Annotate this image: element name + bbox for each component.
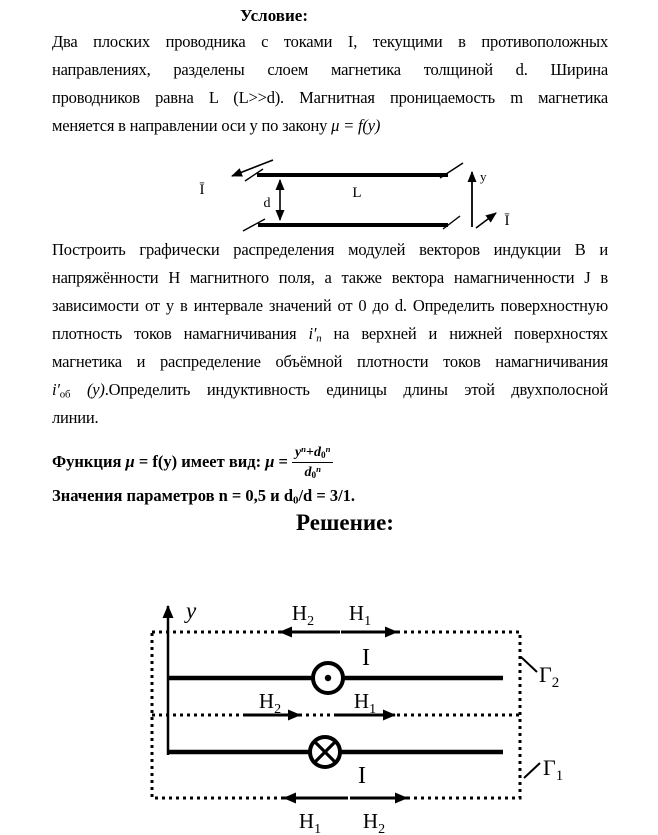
field-label-top-left: $H_2$ — [291, 601, 315, 629]
text-segment: на верхней и нижней поверхностях — [321, 324, 608, 343]
formula-lead-text — [52, 452, 288, 472]
text-segment: i′ — [308, 324, 317, 343]
text-line — [52, 56, 608, 84]
text-segment: /d = 3/1. — [298, 486, 356, 505]
text-line — [52, 376, 608, 404]
width-label: L — [352, 185, 362, 201]
text-line — [52, 112, 608, 140]
current-out-symbol — [313, 663, 343, 693]
text-segment: 0 — [293, 494, 299, 507]
text-line — [52, 84, 608, 112]
text-segment: μ — [125, 452, 135, 471]
text-segment: d — [304, 464, 312, 480]
cut-mark — [440, 163, 463, 178]
text-line — [52, 404, 608, 432]
text-segment: (y) — [70, 380, 105, 399]
text-line — [52, 292, 608, 320]
text-segment: μ — [265, 452, 275, 471]
solution-heading: Решение: — [296, 510, 394, 535]
text-segment: Функция — [52, 452, 126, 471]
field-label-mid-right: $H_1$ — [353, 689, 377, 717]
contour-label-top: $\Gamma_2$ — [539, 662, 560, 691]
text-segment: проводников равна L (L>>d). Магнитная проницаемость m магнетика — [52, 88, 608, 107]
text-segment: зависимости от y в интервале значений от 0 до d. Определить поверхностную — [52, 296, 608, 315]
text-segment: n — [316, 463, 321, 474]
field-label-bottom-right: $H_2$ — [362, 809, 386, 835]
text-segment: 0 — [320, 449, 326, 460]
text-segment: i′ — [52, 380, 60, 399]
current-in-symbol — [310, 737, 340, 767]
text-segment: y — [294, 444, 302, 460]
text-segment: 0 — [311, 469, 317, 480]
cut-mark — [443, 216, 460, 229]
text-segment: μ = f(y) — [331, 116, 381, 135]
text-segment: .Определить индуктивность единицы длины этой двухполосной — [104, 380, 608, 399]
fraction-numerator — [292, 444, 333, 463]
contour-pointer-bottom — [524, 763, 540, 778]
text-segment: Построить графически распределения модулей векторов индукции B и — [52, 240, 608, 259]
text-segment: меняется в направлении оси y по закону — [52, 116, 332, 135]
text-segment: n — [301, 443, 306, 454]
thickness-label: d — [263, 196, 271, 211]
current-label-top: I — [362, 645, 370, 671]
text-line — [52, 348, 608, 376]
text-segment: = — [274, 452, 288, 471]
text-line — [52, 236, 608, 264]
text-segment: = f(y) имеет вид: — [134, 452, 266, 471]
condition-paragraph-2 — [52, 236, 608, 432]
condition-figure — [150, 150, 550, 245]
fraction-denominator — [304, 463, 320, 481]
solution-figure — [140, 588, 600, 835]
text-line — [52, 320, 608, 348]
text-segment: + — [306, 444, 314, 460]
y-axis-label: y — [186, 598, 197, 623]
text-segment: направлениях, разделены слоем магнетика толщиной d. Ширина — [52, 60, 608, 79]
text-segment: магнетика и распределение объёмной плотности токов намагничивания — [52, 352, 608, 371]
condition-heading: Условие: — [240, 6, 308, 25]
text-segment: линии. — [52, 408, 99, 427]
text-segment: n — [325, 443, 331, 454]
field-label-bottom-left: $H_1$ — [298, 809, 322, 835]
field-label-top-right: $H_1$ — [348, 601, 372, 629]
current-label-right: Ī — [504, 213, 510, 229]
current-label-bottom: I — [358, 763, 366, 789]
mu-function-formula — [52, 442, 452, 482]
current-label-left: Ī — [199, 182, 205, 198]
text-segment: n — [316, 332, 322, 345]
mu-fraction — [292, 444, 333, 481]
field-label-mid-left: $H_2$ — [258, 689, 282, 717]
y-axis-label: y — [480, 169, 487, 184]
contour-pointer-top — [521, 657, 537, 672]
text-segment: Значения параметров n = 0,5 и d — [52, 486, 293, 505]
condition-paragraph-1 — [52, 28, 608, 140]
text-segment: плотность токов намагничивания — [52, 324, 309, 343]
text-segment: d — [313, 444, 321, 460]
contour-label-bottom: $\Gamma_1$ — [543, 755, 564, 784]
current-arrow-right — [476, 213, 496, 228]
text-segment: напряжённости H магнитного поля, а также вектора намагниченности J в — [52, 268, 608, 287]
parameter-values-line — [52, 486, 355, 507]
text-segment: об — [59, 388, 71, 401]
text-line — [52, 28, 608, 56]
text-segment: Два плоских проводника с токами I, текущими в противоположных — [52, 32, 608, 51]
text-line — [52, 264, 608, 292]
